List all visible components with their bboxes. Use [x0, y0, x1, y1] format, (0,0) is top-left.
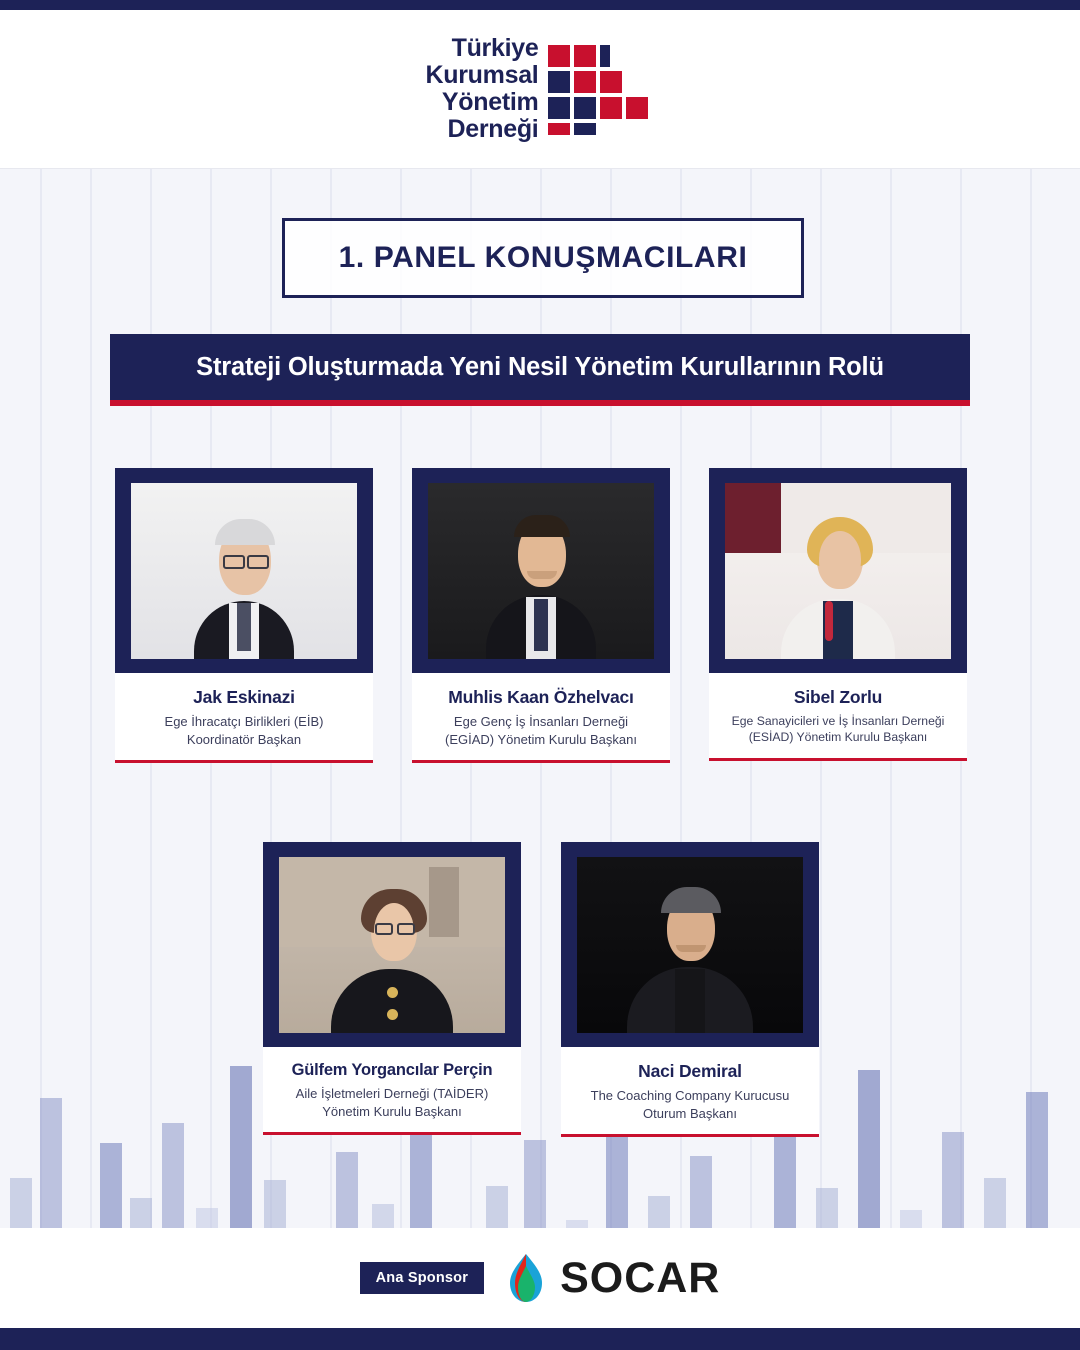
speaker-role-line-1: Ege Sanayicileri ve İş İnsanları Derneği: [731, 714, 945, 728]
speaker-name: Naci Demiral: [638, 1061, 742, 1081]
footer: [0, 1228, 1080, 1328]
speaker-name: Gülfem Yorgancılar Perçin: [291, 1061, 493, 1079]
logo-line-3: Yönetim: [441, 88, 539, 116]
speaker-name: Muhlis Kaan Özhelvacı: [448, 687, 634, 707]
sponsor-tag: Ana Sponsor: [360, 1262, 484, 1294]
speaker-role-line-2: Koordinatör Başkan: [186, 731, 302, 747]
speaker-card: [263, 842, 521, 1137]
speaker-role-line-1: Ege İhracatçı Birlikleri (EİB): [164, 714, 324, 729]
top-accent-bar: [0, 0, 1080, 10]
speaker-photo-frame: [115, 468, 373, 673]
speaker-name: Sibel Zorlu: [793, 687, 883, 707]
logo-squares-icon: [548, 41, 654, 137]
speaker-info: [412, 673, 670, 763]
speaker-role-line-1: The Coaching Company Kurucusu: [590, 1088, 790, 1103]
speaker-role-line-1: Ege Genç İş İnsanları Derneği: [453, 714, 629, 729]
logo-line-2: Kurumsal: [425, 61, 539, 89]
panel-topic-text: Strateji Oluşturmada Yeni Nesil Yönetim Kurullarının Rolü: [196, 352, 884, 381]
speaker-photo: [725, 483, 951, 659]
speaker-photo-frame: [709, 468, 967, 673]
speaker-photo-frame: [412, 468, 670, 673]
speaker-info: [263, 1047, 521, 1135]
speaker-photo: [577, 857, 803, 1033]
logo-wordmark: [426, 35, 539, 143]
speaker-card: [561, 842, 819, 1137]
bottom-accent-bar: [0, 1328, 1080, 1350]
speaker-info: [709, 673, 967, 761]
speaker-photo: [279, 857, 505, 1033]
socar-flame-icon: [502, 1252, 550, 1304]
page-title: [282, 218, 804, 298]
speaker-role-line-2: (ESİAD) Yönetim Kurulu Başkanı: [748, 730, 928, 745]
speaker-role-line-1: Aile İşletmeleri Derneği (TAİDER): [295, 1086, 489, 1101]
header: [0, 10, 1080, 168]
sponsor-logo: [502, 1252, 720, 1304]
speaker-role-line-2: (EGİAD) Yönetim Kurulu Başkanı: [445, 731, 637, 747]
page-title-text: 1. PANEL KONUŞMACILARI: [338, 241, 748, 274]
speaker-photo-frame: [561, 842, 819, 1047]
speaker-photo-frame: [263, 842, 521, 1047]
organization-logo: [426, 35, 655, 143]
speaker-role-line-2: Yönetim Kurulu Başkanı: [322, 1103, 462, 1119]
speaker-card: [412, 468, 670, 763]
speaker-info: [115, 673, 373, 763]
panel-topic-banner: [110, 334, 970, 406]
speakers-row-1: [115, 468, 967, 763]
sponsor-name: SOCAR: [560, 1253, 721, 1302]
speaker-role-line-2: Oturum Başkanı: [643, 1105, 737, 1121]
speaker-photo: [428, 483, 654, 659]
speaker-photo: [131, 483, 357, 659]
speaker-name: Jak Eskinazi: [193, 687, 295, 707]
logo-line-4: Derneği: [447, 115, 539, 143]
logo-line-1: Türkiye: [451, 34, 539, 62]
speaker-card: [709, 468, 967, 763]
speakers-row-2: [263, 842, 819, 1137]
speaker-info: [561, 1047, 819, 1137]
speaker-card: [115, 468, 373, 763]
